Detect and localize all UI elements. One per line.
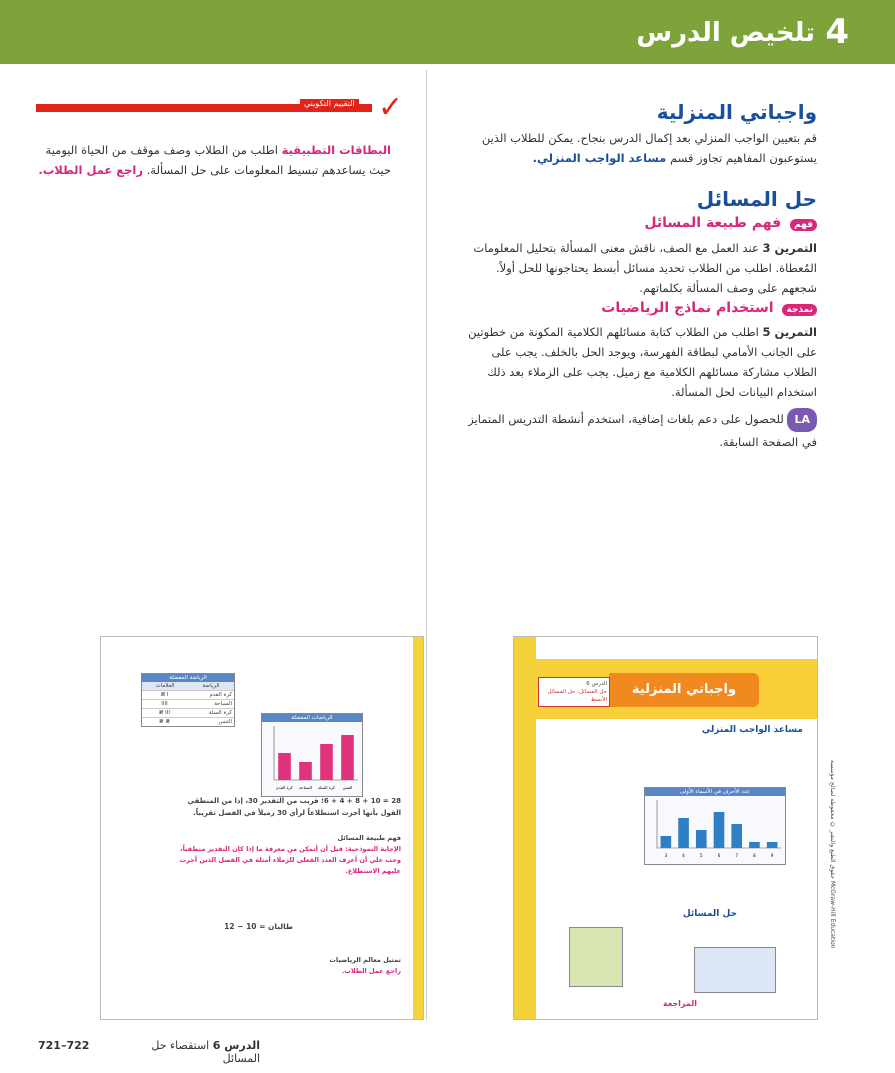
practice-tag-1: فهم [790, 219, 817, 231]
tick-label: كرة القدم [276, 785, 293, 790]
homework-title: واجباتي المنزلية [656, 100, 817, 124]
item-5: تمثيل معالم الرياضيات راجع عمل الطلاب. [329, 956, 401, 975]
sports-chart-box [261, 713, 363, 797]
bar [678, 818, 689, 848]
sub2-text: التمرين 5 اطلب من الطلاب كتابة مسائلهم الكلامية المكونة من خطوتين على الجانب الأمامي لبطاقة الفهرسة، ويوجد الحل بالخلف. يجب على الطلاب مشاركة مسائلهم الكلامية مع زميل. يجب على الزملاء بعد ذلك استخدام البيانات لحل المسألة. [468, 325, 817, 399]
footer-lesson: الدرس 6 استقصاء حل المسائل [151, 1039, 260, 1065]
tick-label: السباحة [299, 785, 312, 790]
footer-page-numbers: 721–722 [38, 1039, 90, 1052]
bar [731, 824, 742, 848]
bar [341, 735, 354, 780]
letters-chart-box [644, 787, 786, 865]
tick-label: 6 [717, 853, 721, 858]
tick-label: 7 [735, 853, 738, 858]
thumbnail-page-left [100, 636, 424, 1020]
page-title: تلخيص الدرس [636, 18, 815, 48]
copyright-side-text: حقوق الطبع والنشر © محفوظة لصالح مؤسسة McGraw-Hill Education [829, 760, 836, 949]
answer-1: 28 = 10 + 8 + 4 + 6؛ قريب من التقدير 30، إذا من المنطقي القول بأنها أجرت استطلاعاً لرأي 30 زميلاً في الفصل تقريباً. [187, 797, 401, 817]
tally-table [141, 673, 235, 727]
letters-chart-title: عدد الأحرف في الأسماء الأولى [645, 788, 785, 796]
review-label: المراجعة [663, 999, 697, 1008]
thumbnail-page-right [513, 636, 818, 1020]
bar [320, 744, 333, 780]
tally-table-header: العلامات الرياضة [142, 682, 234, 690]
table-row: 𝍸 I كرة القدم [142, 690, 234, 699]
note-card [569, 927, 623, 987]
lesson-box: الدرس 6 حل المسائل: حل المسائل الأبسط [538, 677, 610, 707]
la-note: LA للحصول على دعم بلغات إضافية، استخدم أنشطة التدريس المتمايز في الصفحة السابقة. [457, 408, 817, 452]
homework-banner: واجباتي المنزلية [609, 673, 759, 707]
mini-table [694, 947, 776, 993]
page-edge [413, 637, 423, 1019]
bar [714, 812, 725, 848]
homework-helper-link[interactable]: مساعد الواجب المنزلي. [532, 151, 667, 165]
bar [767, 842, 778, 848]
bar [278, 753, 291, 780]
bar [749, 842, 760, 848]
bar [661, 836, 672, 848]
sports-bar-chart [262, 722, 362, 792]
tick-label: 9 [770, 853, 774, 858]
tick-label: كرة السلة [318, 785, 335, 790]
letters-bar-chart [645, 796, 785, 860]
table-row: IIII السباحة [142, 699, 234, 708]
column-divider [426, 70, 427, 1020]
tick-label: التنس [342, 785, 353, 790]
table-row: 𝍸 𝍸 التنس [142, 717, 234, 726]
answer-6: طالبان = 10 − 12 [224, 922, 293, 931]
table-row: 𝍸 III كرة السلة [142, 708, 234, 717]
sub-heading-1: فهم فهم طبيعة المسائل [644, 215, 817, 231]
homework-text: قم بتعيين الواجب المنزلي بعد إكمال الدرس بنجاح. يمكن للطلاب الذين يستوعبون المفاهيم تجاوز قسم مساعد الواجب المنزلي. [481, 131, 817, 165]
tick-label: 3 [664, 853, 668, 858]
sub1-text: التمرين 3 عند العمل مع الصف، ناقش معنى المسألة بتحليل المعلومات المُعطاة. اطلب من الطلاب تحديد مسائل أبسط يحتاجونها للحل أولاً. شجعهم على وصف المسألة بكلماتهم. [473, 241, 817, 295]
problem-solving-heading: حل المسائل [682, 909, 737, 919]
bar [299, 762, 312, 780]
la-badge: LA [787, 408, 817, 432]
tick-label: 4 [682, 853, 685, 858]
checkmark-icon: ✓ [378, 90, 404, 125]
sub-heading-2: نمذجة استخدام نماذج الرياضيات [601, 300, 817, 316]
practice-cards-text: البطاقات التطبيقية اطلب من الطلاب وصف موقف من الحياة اليومية حيث يساعدهم تبسيط المعلومات على حل المسألة. راجع عمل الطلاب. [38, 143, 391, 177]
header-bar [0, 0, 895, 64]
page-edge [514, 637, 536, 1019]
assessment-bar-label: التقييم التكويني [300, 99, 359, 108]
tick-label: 5 [700, 853, 703, 858]
tally-table-title: الرياضة المفضلة [142, 674, 234, 682]
sports-chart-title: الرياضات المفضلة [262, 714, 362, 722]
practice-cards-title: البطاقات التطبيقية [281, 143, 391, 157]
homework-helper-heading: مساعد الواجب المنزلي [701, 725, 803, 735]
check-students-link[interactable]: راجع عمل الطلاب. [38, 163, 143, 177]
lesson-number: 4 [825, 12, 849, 52]
practice-tag-2: نمذجة [782, 304, 817, 316]
item-4: فهم طبيعة المسائل الإجابة النموذجية: قبل أن أتمكن من معرفة ما إذا كان التقدير منطقياً، وجب علي أن أعرف العدد الفعلي للزملاء أمثلة في الفصل الذين أجرت عليهم الاستطلاع. [179, 834, 401, 875]
problem-solving-title: حل المسائل [696, 187, 817, 211]
tick-label: 8 [753, 853, 756, 858]
bar [696, 830, 707, 848]
